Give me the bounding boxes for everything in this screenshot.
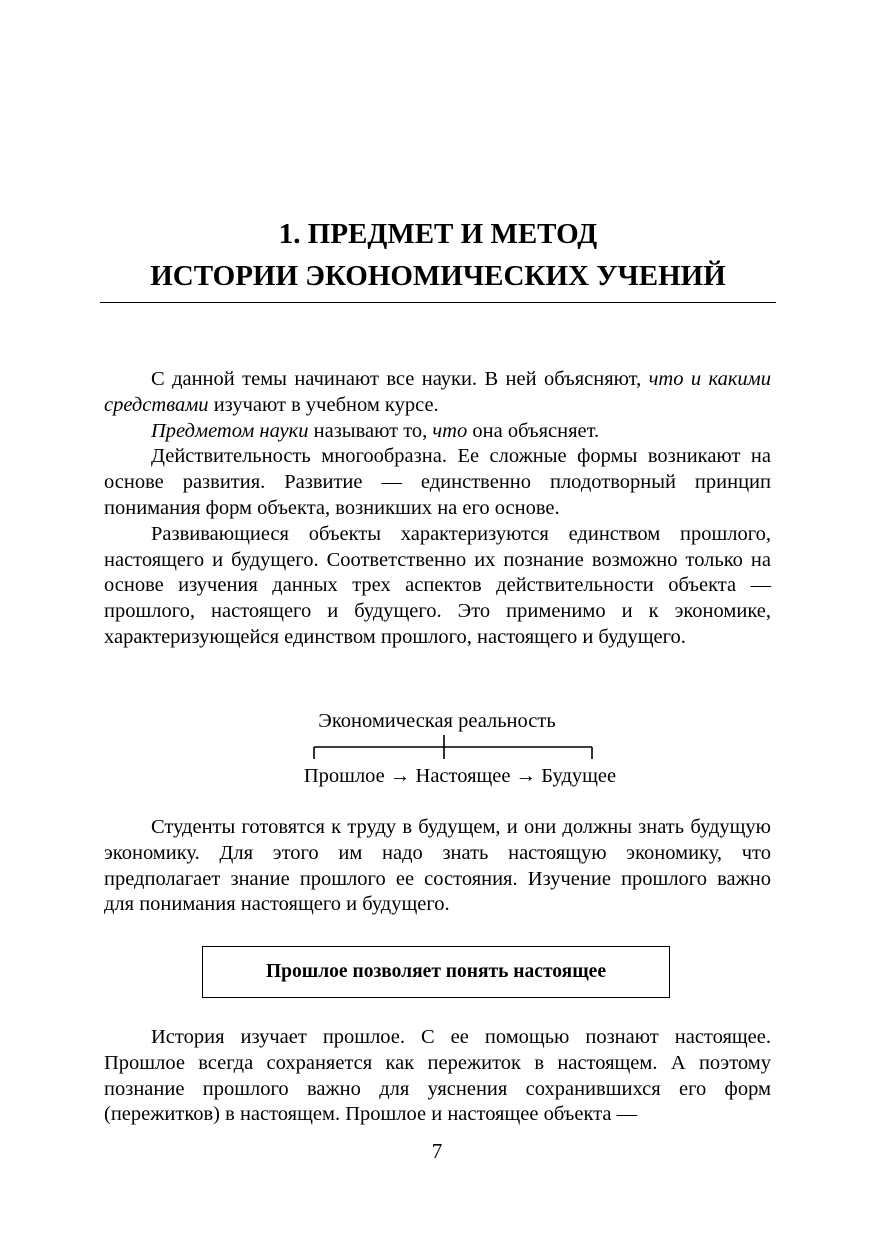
paragraph-2: [104, 419, 771, 445]
paragraph-4: Развивающиеся объекты характеризуются единством прошлого, настоящего и будущего. Соответственно их познание возможно только на основе изучения данных трех аспектов действительности объекта — прошлого, настоящего и будущего. Это применимо и к экономике, характеризующейся единством прошлого, настоящего и будущего.: [104, 522, 771, 648]
paragraph-2-emphasis-1: Предметом науки: [151, 419, 309, 442]
paragraph-2-emphasis-2: что: [432, 419, 468, 442]
diagram-top-label: [0, 708, 876, 734]
paragraph-1-text-b: изучают в учебном курсе.: [208, 393, 439, 416]
diagram-bracket: [313, 735, 593, 759]
section-2-text: [104, 815, 771, 918]
diagram-top-text: Экономическая реальность: [318, 710, 556, 732]
paragraph-2-text-b: она объясняет.: [467, 419, 600, 442]
section-3-text: [104, 1025, 771, 1128]
paragraph-2-text-a: называют то,: [308, 419, 433, 442]
paragraph-6: История изучает прошлое. С ее помощью познают настоящее. Прошлое всегда сохраняется как пережиток в настоящем. А поэтому познание прошлого важно для уяснения сохранившихся его форм (пережитков) в настоящем. Прошлое и настоящее объекта —: [104, 1026, 771, 1126]
paragraph-1-emphasis: что и какими средствами: [104, 368, 771, 416]
callout-text: Прошлое позволяет понять настоящее: [266, 961, 606, 982]
paragraph-1-text-a: С данной темы начинают все науки. В ней объясняют,: [151, 368, 649, 390]
diagram-bottom-label: [0, 763, 876, 789]
page-number: [0, 1138, 876, 1164]
callout-box: [202, 946, 670, 998]
chapter-title-line-1: 1. ПРЕДМЕТ И МЕТОД: [278, 218, 598, 250]
chapter-title-line-2: ИСТОРИИ ЭКОНОМИЧЕСКИХ УЧЕНИЙ: [150, 260, 726, 292]
page-number-text: 7: [431, 1139, 443, 1163]
paragraph-5: Студенты готовятся к труду в будущем, и они должны знать будущую экономику. Для этого им надо знать настоящую экономику, что предполагает знание прошлого ее состояния. Изучение прошлого важно для понимания настоящего и будущего.: [104, 816, 771, 916]
paragraph-1: [104, 367, 771, 419]
title-underline: [100, 302, 776, 303]
intro-text: [104, 367, 771, 651]
paragraph-3: Действительность многообразна. Ее сложные формы возникают на основе развития. Развитие — единственно плодотворный принцип понимания форм объекта, возникших на его основе.: [104, 445, 771, 519]
diagram-bottom-text: Прошлое → Настоящее → Будущее: [303, 765, 617, 787]
